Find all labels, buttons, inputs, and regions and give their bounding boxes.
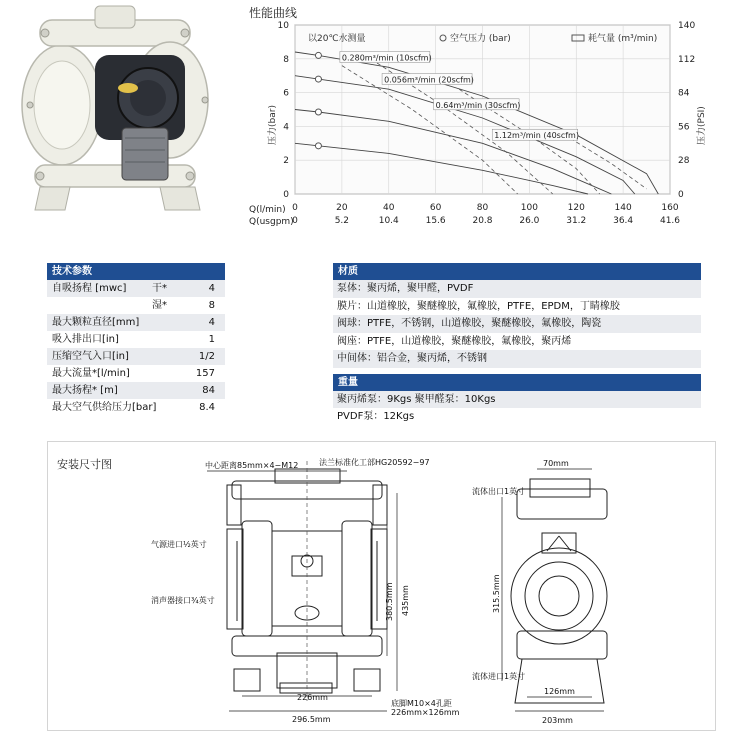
label-dim-435: 435mm (401, 585, 410, 616)
x-tick-usgpm: 20.8 (472, 216, 493, 226)
annotation-label: 0.64m³/min (30scfm) (435, 100, 521, 110)
pressure-series-marker (315, 76, 321, 82)
x-tick-lmin: 40 (383, 203, 395, 213)
label-dim-126: 126mm (544, 687, 575, 696)
y-tick-left: 8 (283, 54, 289, 65)
label-dim-3805: 380.5mm (385, 582, 394, 621)
x-label-lmin: Q(l/min) (249, 205, 286, 215)
tech-row (47, 280, 225, 297)
x-tick-usgpm: 5.2 (334, 216, 350, 226)
label-air-inlet: 气源进口½英寸 (151, 540, 207, 549)
label-inlet: 流体进口1英寸 (472, 672, 526, 681)
tech-row-sub (137, 382, 167, 399)
side-view (511, 479, 607, 703)
tech-row-sub (139, 314, 168, 331)
tech-row-label: 吸入排出口[in] (52, 334, 119, 345)
tech-row-value: 8 (208, 300, 215, 311)
tech-row (47, 399, 225, 416)
label-dim-70: 70mm (543, 459, 569, 468)
pressure-series-marker (315, 52, 321, 58)
material-row: 阀球：PTFE，不锈钢，山道橡胶，聚醚橡胶，氟橡胶，陶瓷 (333, 315, 701, 333)
performance-chart (245, 20, 745, 235)
tech-row (47, 331, 225, 348)
label-center-distance: 中心距离85mm×4−M12 (205, 461, 299, 470)
y-tick-right: 112 (678, 54, 696, 65)
legend-air-pressure: 空气压力 (bar) (450, 34, 511, 44)
legend-consumption: 耗气量 (m³/min) (588, 34, 658, 44)
label-dim-3155: 315.5mm (492, 574, 501, 613)
tech-row-sub (137, 348, 167, 365)
label-dim-2965: 296.5mm (292, 715, 331, 724)
tech-row-value: 1/2 (198, 351, 215, 362)
x-tick-usgpm: 41.6 (659, 216, 681, 226)
label-dim-226: 226mm (297, 693, 328, 702)
x-tick-usgpm: 15.6 (425, 216, 446, 226)
weight-row: PVDF泵：12Kgs (337, 411, 415, 422)
y-tick-right: 56 (678, 122, 690, 133)
y-tick-left: 2 (283, 156, 289, 167)
annotation-label: 0.280m³/min (10scfm) (341, 53, 432, 63)
install-title: 安装尺寸图 (57, 458, 112, 471)
tech-row-label: 压缩空气入口[in] (52, 351, 129, 362)
tech-row-value: 1 (208, 334, 215, 345)
material-row: 中间体：铝合金，聚丙烯，不锈钢 (333, 350, 701, 368)
material-row: 膜片：山道橡胶，聚醚橡胶，氟橡胶，PTFE，EPDM，丁睛橡胶 (337, 300, 620, 312)
x-label-usgpm: Q(usgpm) (249, 217, 294, 227)
material-table-header: 材质 (333, 263, 701, 280)
tech-row-label: 最大扬程* [m] (52, 385, 118, 396)
label-flange-std: 法兰标准化工部HG20592−97 (319, 458, 430, 467)
x-tick-usgpm: 31.2 (566, 216, 587, 226)
tech-table-header: 技术参数 (47, 263, 225, 280)
tech-row-sub (137, 331, 167, 348)
tech-row-value: 157 (195, 368, 215, 379)
x-tick-usgpm: 36.4 (613, 216, 634, 226)
y-tick-right: 0 (678, 190, 684, 200)
tech-row (47, 314, 225, 331)
weight-row: 聚丙烯泵：9Kgs 聚甲醛泵：10Kgs (333, 391, 701, 409)
y-tick-right: 28 (678, 156, 690, 167)
x-tick-lmin: 0 (292, 203, 298, 213)
tech-row (47, 297, 225, 314)
tech-row (47, 365, 225, 382)
label-base-holes: 底脚M10×4孔距 (391, 699, 452, 708)
tech-row-sub: 干* (152, 283, 167, 294)
x-tick-lmin: 160 (661, 203, 679, 213)
material-row: 泵体：聚丙烯，聚甲醛，PVDF (333, 280, 701, 298)
x-tick-lmin: 120 (567, 203, 585, 213)
label-outlet: 流体出口1英寸 (472, 487, 526, 496)
tech-row-value: 4 (208, 317, 215, 328)
x-tick-lmin: 20 (336, 203, 348, 213)
pressure-series-marker (315, 109, 321, 115)
x-tick-lmin: 100 (520, 203, 538, 213)
tech-row-sub (156, 399, 179, 416)
material-table (333, 263, 701, 426)
y-right-label: 压力(PSI) (697, 106, 707, 145)
legend-condition: 以20℃水测量 (308, 34, 366, 44)
y-tick-left: 10 (277, 21, 289, 31)
y-tick-right: 84 (678, 88, 690, 99)
annotation-label: 1.12m³/min (40scfm) (494, 131, 579, 141)
y-tick-right: 140 (678, 21, 696, 31)
weight-table-header: 重量 (333, 374, 701, 391)
pump-photo (0, 0, 240, 215)
x-tick-lmin: 140 (614, 203, 632, 213)
y-tick-left: 0 (283, 190, 289, 200)
label-base-spacing: 226mm×126mm (391, 708, 460, 717)
tech-row-value: 8.4 (199, 402, 215, 413)
y-left-label: 压力(bar) (268, 105, 278, 145)
tech-row-label (47, 297, 137, 314)
install-drawing (47, 441, 714, 729)
annotation-label: 0.056m³/min (20scfm) (384, 75, 474, 85)
pressure-series-marker (315, 143, 321, 149)
tech-row-label: 最大空气供给压力[bar] (52, 402, 157, 413)
chart-title: 性能曲线 (249, 6, 298, 20)
x-tick-usgpm: 26.0 (519, 216, 540, 226)
label-dim-203: 203mm (542, 716, 573, 725)
tech-row (47, 382, 225, 399)
tech-row-value: 4 (208, 283, 215, 294)
x-tick-usgpm: 0 (292, 216, 298, 226)
tech-row-label: 最大流量*[l/min] (52, 368, 130, 379)
tech-row-sub (137, 365, 167, 382)
y-tick-left: 4 (283, 122, 289, 133)
x-tick-usgpm: 10.4 (378, 216, 399, 226)
material-row: 阀座：PTFE，山道橡胶，聚醚橡胶，氟橡胶，聚丙烯 (337, 335, 572, 347)
tech-row-label: 最大颗粒直径[mm] (52, 317, 140, 328)
tech-table (47, 263, 225, 416)
tech-row-value: 84 (202, 385, 215, 396)
tech-row-label: 自吸扬程 [mwc] (52, 283, 127, 294)
y-tick-left: 6 (283, 88, 289, 99)
tech-row (47, 348, 225, 365)
tech-row-sub: 湿* (152, 300, 167, 311)
x-tick-lmin: 60 (429, 203, 442, 213)
label-muffler: 消声器接口¾英寸 (151, 596, 215, 605)
x-tick-lmin: 80 (476, 203, 489, 213)
